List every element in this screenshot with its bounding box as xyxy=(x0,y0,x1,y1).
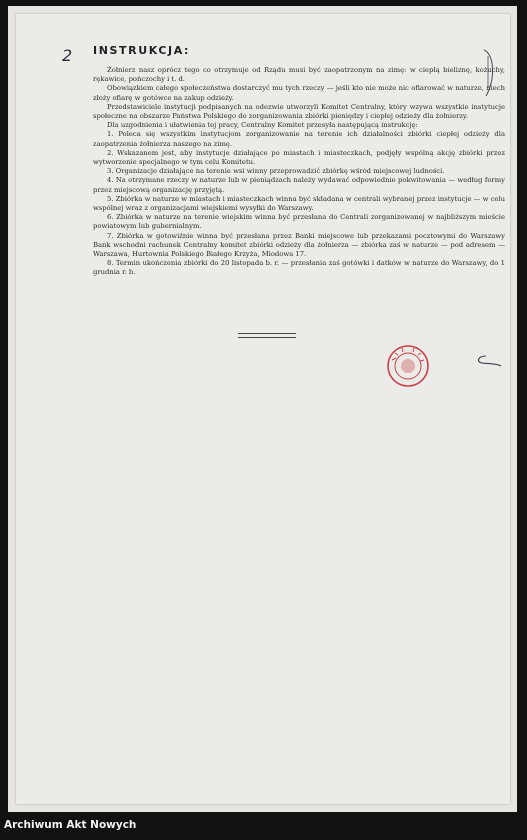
pencil-checkmark-icon xyxy=(474,354,502,368)
instruction-item: 5. Zbiórka w naturze w miastach i miasteczkach winna być składana w centrali wybranej przez instytucje — w celu wspólnej wraz z organizacjami wiejskiemi wysyłki do Warszawy. xyxy=(93,194,505,213)
archive-stamp-icon xyxy=(386,344,430,388)
handwritten-page-number: 2 xyxy=(62,46,73,65)
instruction-item: 3. Organizacje działające na terenie wsi winny przeprowadzić zbiórkę wśród miejscowej ludności. xyxy=(107,167,445,176)
paragraph: Obowiązkiem całego społeczeństwa dostarczyć mu tych rzeczy — jeśli kto nie może nic ofiarować w naturze, niech złoży ofiarę w gotówce na zakup odzieży. xyxy=(93,84,505,102)
scan-area xyxy=(8,6,517,812)
instruction-item: 2. Wskazanem jest, aby instytucje działające po miastach i miasteczkach, podjęły wspólną akcję zbiórki przez wytworzenie specjalnego w tym celu Komitetu. xyxy=(93,148,505,167)
instruction-item: 6. Zbiórka w naturze na terenie wiejskim winna być przesłana do Centrali zorganizowanej w najbliższym mieście powiatowym lub gubernialnym. xyxy=(93,213,505,231)
instruction-item: 8. Termin ukończenia zbiórki do 20 listopada b. r. — przesłania zaś gotówki i datków w naturze do Warszawy, do 1 grudnia r. b. xyxy=(93,259,505,277)
instruction-item: 1. Poleca się wszystkim instytucjom zorganizowanie na terenie ich działalności zbiórki ciepłej odzieży dla zaopatrzenia żołnierza naszego na zimę. xyxy=(93,130,505,148)
document-heading: INSTRUKCJA: xyxy=(93,44,191,57)
decorative-rule xyxy=(238,333,296,338)
archive-label: Archiwum Akt Nowych xyxy=(4,819,137,831)
instruction-item: 4. Na otrzymane rzeczy w naturze lub w pieniądzach należy wydawać odpowiednie pokwitowania — według formy przez miejscową organizację przyjętą. xyxy=(93,176,505,194)
paragraph: Przedstawiciele instytucji podpisanych na odezwie utworzyli Komitet Centralny, który wzywa wszystkie instytucje społeczne na obszarze Państwa Polskiego do zorganizowania zbiórki pieniędzy i ciepłej odzieży dla żołnierzy. xyxy=(93,102,505,121)
archive-footer xyxy=(0,812,527,840)
instruction-item: 7. Zbiórka w gotowiźnie winna być przesłana przez Banki miejscowe lub przekazami pocztowymi do Warszawy Bank wschodni rachunek Centralny komitet zbiórki odzieży dla żołnierza — zbiórka zaś w naturze — pod adresem — Warszawa, Hurtownia Polskiego Białego Krzyża, Miodowa 17. xyxy=(93,231,505,259)
document-page xyxy=(16,14,510,804)
paragraph: Dla uzgodnienia i ułatwienia tej pracy, Centralny Komitet przesyła następującą instrukcję: xyxy=(107,121,418,130)
paragraph: Żołnierz nasz oprócz tego co otrzymuje od Rządu musi być zaopatrzonym na zimę: w ciepłą bieliznę, kożuchy, rękawice, pończochy i t. d. xyxy=(93,66,505,84)
document-body xyxy=(93,66,505,278)
